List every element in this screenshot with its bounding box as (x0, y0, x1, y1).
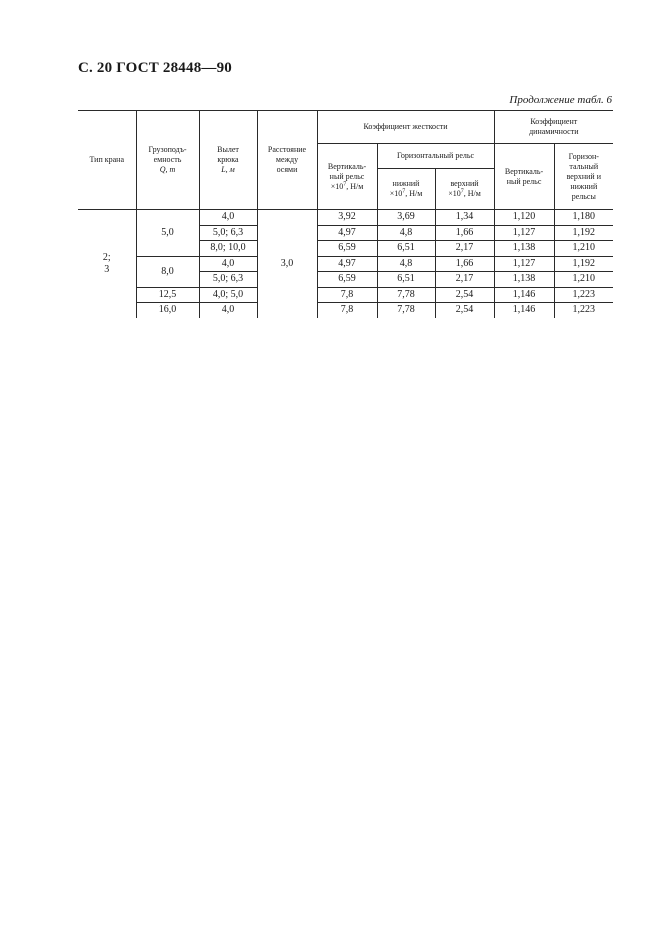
vertical-stiffness-cell: 6,59 (317, 272, 377, 288)
table-continuation-label: Продолжение табл. 6 (509, 94, 612, 106)
crane-stiffness-table (78, 110, 613, 318)
header-horizontal-upper: верхний $\times 10^7$, Н/м (435, 169, 494, 210)
header-dynamic-horizontal-rails: Горизон- тальный верхний и нижний рельсы (554, 144, 613, 210)
upper-stiffness-cell: 2,17 (435, 241, 494, 257)
lower-stiffness-cell: 6,51 (377, 272, 435, 288)
header-dynamic-vertical-rail: Вертикаль- ный рельс (494, 144, 554, 210)
hook-reach-cell: 4,0 (199, 210, 257, 226)
load-capacity-cell: 5,0 (136, 210, 199, 257)
hook-reach-cell: 4,0 (199, 256, 257, 272)
hook-reach-cell: 8,0; 10,0 (199, 241, 257, 257)
upper-stiffness-cell: 2,54 (435, 303, 494, 318)
dynamic-vertical-cell: 1,127 (494, 225, 554, 241)
page-header: С. 20 ГОСТ 28448—90 (78, 60, 232, 76)
header-horizontal-lower: нижний $\times 10^7$, Н/м (377, 169, 435, 210)
axle-distance-cell: 3,0 (257, 210, 317, 318)
header-dynamic-coefficient: Коэффициент динамичности (494, 111, 613, 144)
lower-stiffness-cell: 7,78 (377, 303, 435, 318)
dynamic-horizontal-cell: 1,210 (554, 272, 613, 288)
upper-stiffness-cell: 2,54 (435, 287, 494, 303)
header-stiffness-coefficient: Коэффициент жесткости (317, 111, 494, 144)
upper-stiffness-cell: 1,66 (435, 225, 494, 241)
dynamic-horizontal-cell: 1,210 (554, 241, 613, 257)
dynamic-horizontal-cell: 1,180 (554, 210, 613, 226)
dynamic-vertical-cell: 1,138 (494, 272, 554, 288)
table-row (78, 256, 613, 272)
load-capacity-cell: 8,0 (136, 256, 199, 287)
lower-stiffness-cell: 7,78 (377, 287, 435, 303)
upper-stiffness-cell: 2,17 (435, 272, 494, 288)
dynamic-horizontal-cell: 1,192 (554, 256, 613, 272)
hook-reach-cell: 4,0; 5,0 (199, 287, 257, 303)
dynamic-vertical-cell: 1,120 (494, 210, 554, 226)
dynamic-horizontal-cell: 1,223 (554, 303, 613, 318)
header-horizontal-rail: Горизонтальный рельс (377, 144, 494, 169)
vertical-stiffness-cell: 3,92 (317, 210, 377, 226)
lower-stiffness-cell: 6,51 (377, 241, 435, 257)
hook-reach-cell: 5,0; 6,3 (199, 225, 257, 241)
vertical-stiffness-cell: 7,8 (317, 287, 377, 303)
header-vertical-rail-stiffness: Вертикаль- ный рельс $\times 10^7$, Н/м (317, 144, 377, 210)
vertical-stiffness-cell: 6,59 (317, 241, 377, 257)
dynamic-horizontal-cell: 1,223 (554, 287, 613, 303)
load-capacity-cell: 12,5 (136, 287, 199, 303)
vertical-stiffness-cell: 4,97 (317, 256, 377, 272)
dynamic-vertical-cell: 1,127 (494, 256, 554, 272)
vertical-stiffness-cell: 4,97 (317, 225, 377, 241)
lower-stiffness-cell: 4,8 (377, 256, 435, 272)
crane-type-cell: 2; 3 (78, 210, 136, 318)
table-row (78, 287, 613, 303)
hook-reach-cell: 4,0 (199, 303, 257, 318)
dynamic-horizontal-cell: 1,192 (554, 225, 613, 241)
vertical-stiffness-cell: 7,8 (317, 303, 377, 318)
header-load-capacity: Грузоподъ- емность Q, т (136, 111, 199, 210)
upper-stiffness-cell: 1,34 (435, 210, 494, 226)
lower-stiffness-cell: 4,8 (377, 225, 435, 241)
load-capacity-cell: 16,0 (136, 303, 199, 318)
dynamic-vertical-cell: 1,146 (494, 303, 554, 318)
header-axle-distance: Расстояние между осями (257, 111, 317, 210)
lower-stiffness-cell: 3,69 (377, 210, 435, 226)
header-hook-reach: Вылет крюка L, м (199, 111, 257, 210)
table-row (78, 303, 613, 318)
dynamic-vertical-cell: 1,146 (494, 287, 554, 303)
hook-reach-cell: 5,0; 6,3 (199, 272, 257, 288)
header-crane-type: Тип крана (78, 111, 136, 210)
upper-stiffness-cell: 1,66 (435, 256, 494, 272)
dynamic-vertical-cell: 1,138 (494, 241, 554, 257)
table-row (78, 210, 613, 226)
